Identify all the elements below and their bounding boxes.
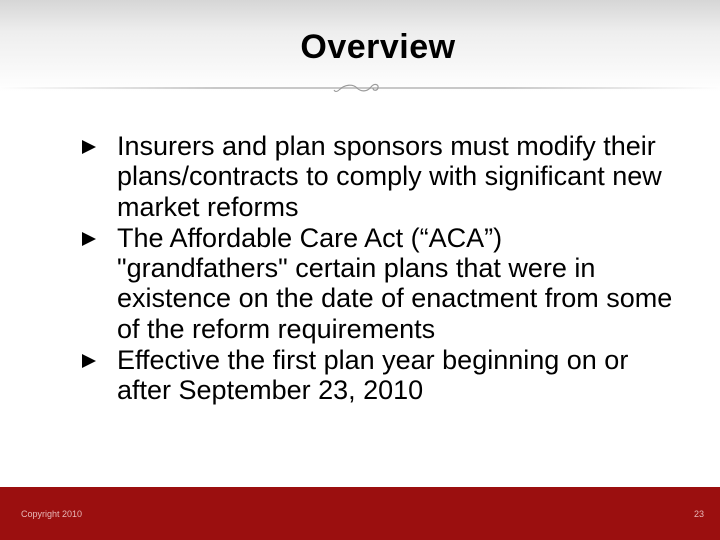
triangle-arrow-icon bbox=[80, 139, 98, 155]
triangle-arrow-icon bbox=[80, 353, 98, 369]
bullet-item bbox=[80, 131, 680, 222]
bullet-text: The Affordable Care Act (“ACA”) "grandfathers" certain plans that were in existence on the date of enactment from some of the reform requirements bbox=[117, 222, 673, 344]
bullet-item bbox=[80, 345, 680, 406]
bullet-list bbox=[80, 131, 680, 407]
flourish-icon bbox=[333, 80, 385, 96]
slide-footer bbox=[0, 487, 720, 540]
bullet-text: Effective the first plan year beginning on or after September 23, 2010 bbox=[117, 345, 629, 406]
slide-title: Overview bbox=[300, 28, 456, 66]
slide-header bbox=[0, 0, 720, 92]
bullet-text: Insurers and plan sponsors must modify their plans/contracts to comply with significant new market reforms bbox=[117, 131, 662, 222]
page-number: 23 bbox=[693, 509, 704, 519]
triangle-arrow-icon bbox=[80, 231, 98, 247]
copyright-text: Copyright 2010 bbox=[21, 509, 83, 519]
bullet-item bbox=[80, 223, 680, 344]
